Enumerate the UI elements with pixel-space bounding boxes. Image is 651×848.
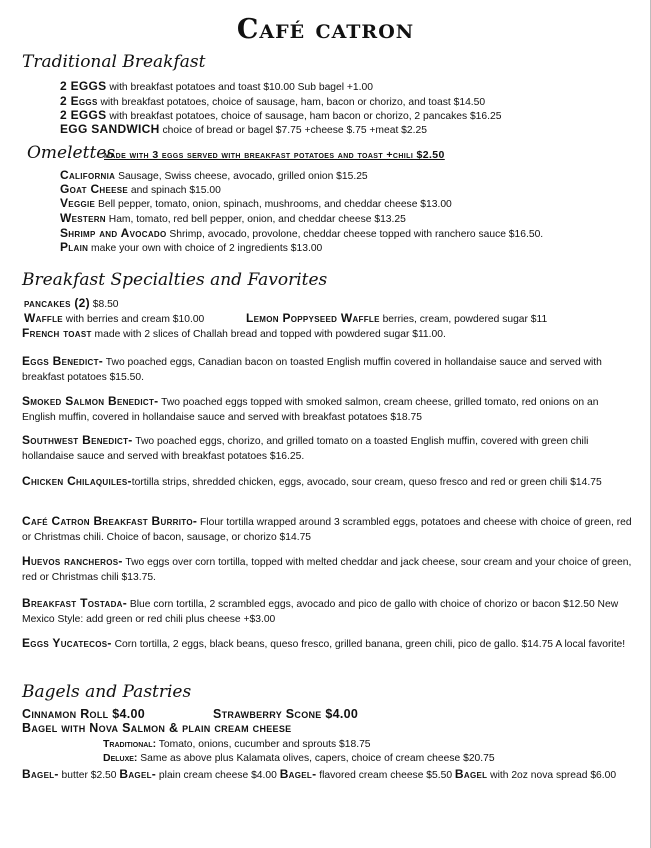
omelettes-note: made with 3 eggs served with breakfast potatoes and toast +chili $2.50 — [104, 149, 445, 161]
menu-item — [60, 196, 452, 212]
menu-item-deluxe-bagel — [103, 751, 495, 766]
menu-item — [60, 122, 427, 138]
item-desc: Bell pepper, tomato, onion, spinach, mushrooms, and cheddar cheese $13.00 — [95, 199, 452, 210]
item-desc: with berries and cream $10.00 — [62, 314, 205, 325]
section-heading-traditional: Traditional Breakfast — [22, 52, 206, 72]
item-desc: Two poached eggs topped with smoked salmon, cream cheese, grilled tomato, red onions on an English muffin, covered in hollandaise sauce and served with breakfast potatoes $18.75 — [22, 397, 599, 423]
item-name: French toast — [22, 326, 92, 340]
item-name: Breakfast Tostada- — [22, 596, 128, 610]
item-desc: Shrimp, avocado, provolone, cheddar cheese topped with ranchero sauce $16.50. — [166, 229, 544, 240]
item-desc: Ham, tomato, red bell pepper, onion, and cheddar cheese $13.25 — [105, 214, 406, 225]
item-desc: butter $2.50 — [58, 770, 120, 781]
item-desc: with breakfast potatoes, choice of sausage, ham bacon or chorizo, 2 pancakes $16.25 — [106, 111, 502, 122]
menu-item — [60, 211, 406, 227]
menu-item — [22, 596, 632, 627]
menu-item-traditional-bagel — [103, 737, 371, 752]
menu-item-french-toast — [22, 326, 446, 342]
item-desc: flavored cream cheese $5.50 — [316, 770, 455, 781]
menu-item-cinnamon-roll: Cinnamon Roll $4.00 — [22, 707, 145, 721]
item-desc: make your own with choice of 2 ingredients $13.00 — [88, 243, 323, 254]
section-heading-specialties: Breakfast Specialties and Favorites — [22, 270, 328, 290]
item-desc: Corn tortilla, 2 eggs, black beans, queso fresco, grilled banana, green chili, pico de gallo. $14.75 A local favorite! — [111, 639, 626, 650]
item-desc: Flour tortilla wrapped around 3 scrambled eggs, potatoes and cheese with choice of green, red or Christmas chili. Choice of bacon, sausage, or chorizo $14.75 — [22, 517, 632, 543]
menu-item — [60, 79, 373, 95]
menu-item-strawberry-scone: Strawberry Scone $4.00 — [213, 707, 359, 721]
item-desc: with breakfast potatoes and toast $10.00 Sub bagel +1.00 — [106, 82, 373, 93]
section-heading-bagels: Bagels and Pastries — [22, 682, 192, 702]
item-desc: and spinach $15.00 — [128, 185, 221, 196]
item-name: Bagel- — [22, 767, 59, 781]
item-name: Southwest Benedict- — [22, 433, 133, 447]
item-desc: choice of bread or bagel $7.75 +cheese $.75 +meat $2.25 — [159, 125, 427, 136]
menu-item — [22, 394, 632, 425]
item-name: Plain — [60, 240, 89, 254]
item-desc: Two eggs over corn tortilla, topped with melted cheddar and jack cheese, sour cream and your choice of green, red or Christmas chili $13.75. — [22, 557, 632, 583]
bagel-list — [22, 767, 632, 784]
item-desc: $8.50 — [89, 299, 119, 310]
item-name: Bagel- — [119, 767, 157, 781]
item-name: Waffle — [24, 311, 63, 325]
item-desc: berries, cream, powdered sugar $11 — [379, 314, 548, 325]
item-name: Shrimp and Avocado — [60, 226, 167, 240]
item-name: 2 Eggs — [60, 94, 98, 108]
page-title: Café catron — [236, 14, 415, 45]
item-name: Café Catron Breakfast Burrito- — [22, 514, 198, 528]
item-name: Eggs Yucatecos- — [22, 636, 112, 650]
item-name: 2 EGGS — [60, 108, 107, 122]
item-desc: made with 2 slices of Challah bread and topped with powdered sugar $11.00. — [91, 329, 446, 340]
item-name: Lemon Poppyseed Waffle — [246, 311, 380, 325]
item-name: Chicken Chilaquiles- — [22, 474, 132, 488]
item-name: EGG SANDWICH — [60, 122, 160, 136]
item-desc: plain cream cheese $4.00 — [156, 770, 280, 781]
menu-item-waffle — [24, 311, 204, 327]
item-name: Western — [60, 211, 106, 225]
item-name: Traditional: — [103, 738, 157, 750]
item-desc: tortilla strips, shredded chicken, eggs, avocado, sour cream, queso fresco and red or green chili $14.75 — [131, 477, 602, 488]
item-desc: Same as above plus Kalamata olives, capers, choice of cream cheese $20.75 — [137, 753, 495, 764]
item-name: Eggs Benedict- — [22, 354, 104, 368]
item-desc: Sausage, Swiss cheese, avocado, grilled onion $15.25 — [115, 171, 368, 182]
menu-item — [22, 554, 632, 585]
item-desc: Two poached eggs, Canadian bacon on toasted English muffin covered in hollandaise sauce and served with breakfast potatoes $15.50. — [22, 357, 602, 383]
item-name: Bagel — [454, 767, 488, 781]
item-name: Smoked Salmon Benedict- — [22, 394, 159, 408]
item-name: pancakes (2) — [24, 296, 90, 310]
item-name: Bagel- — [279, 767, 317, 781]
menu-item-nova-bagel: Bagel with Nova Salmon & plain cream cheese — [22, 721, 292, 735]
menu-item — [22, 433, 632, 464]
item-desc: Tomato, onions, cucumber and sprouts $18.75 — [156, 739, 371, 750]
item-name: Deluxe: — [103, 752, 138, 764]
menu-item — [22, 354, 632, 385]
menu-item-lemon-waffle — [246, 311, 547, 327]
menu-item — [22, 474, 632, 491]
section-heading-omelettes: Omelettes — [27, 143, 116, 163]
item-desc: with breakfast potatoes, choice of sausage, ham, bacon or chorizo, and toast $14.50 — [97, 97, 486, 108]
item-desc: Two poached eggs, chorizo, and grilled tomato on a toasted English muffin, covered with green chili hollandaise sauce and served with breakfast potatoes $16.25. — [22, 436, 589, 462]
menu-item — [22, 514, 632, 545]
item-name: Veggie — [60, 196, 96, 210]
item-name: Huevos rancheros- — [22, 554, 123, 568]
item-name: Goat Cheese — [60, 182, 129, 196]
item-name: 2 EGGS — [60, 79, 107, 93]
menu-item — [60, 240, 322, 256]
menu-item-pancakes — [24, 296, 119, 312]
menu-item — [22, 636, 632, 653]
item-desc: Blue corn tortilla, 2 scrambled eggs, avocado and pico de gallo with choice of chorizo or bacon $12.50 New Mexico Style: add green or red chili plus cheese +$3.00 — [22, 599, 619, 625]
item-desc: with 2oz nova spread $6.00 — [487, 770, 617, 781]
item-name: California — [60, 168, 116, 182]
